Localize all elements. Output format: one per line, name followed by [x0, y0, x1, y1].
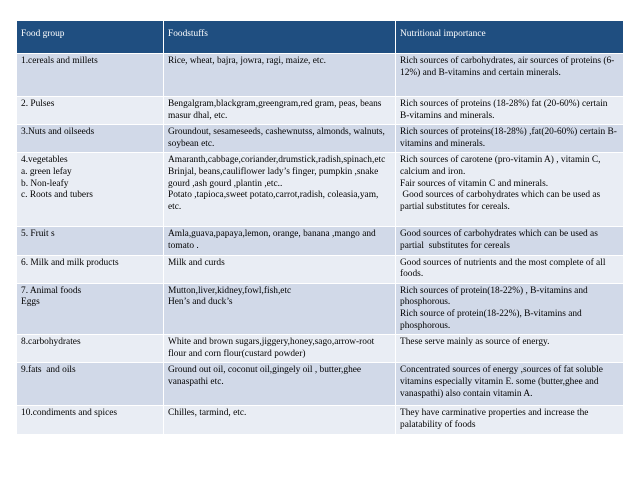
- cell-text: Ground out oil, coconut oil,gingely oil , butter,ghee vanaspathi etc.: [168, 365, 364, 387]
- food-groups-table-container: [16, 20, 623, 435]
- cell-text: Rich sources of proteins (18-28%) fat (20-60%) certain B-vitamins and minerals.: [400, 99, 610, 121]
- cell-text: Rich source of protein(18-22%), B-vitamins and phosphorous.: [400, 308, 585, 331]
- cell-text: 7. Animal foods: [21, 285, 82, 296]
- table-row: [17, 335, 624, 363]
- table-row: [17, 125, 624, 153]
- cell-nutritional-importance: [396, 406, 624, 434]
- cell-text: Potato ,tapioca,sweet potato,carrot,radish, coleasia,yam, etc.: [168, 190, 381, 212]
- header-food-group: Food group: [17, 21, 164, 54]
- cell-text: Concentrated sources of energy ,sources of fat soluble vitamins especially vitamin E. some (butter,ghee and vanaspathi) also contain vitamin A.: [400, 365, 606, 399]
- cell-text: Fair sources of vitamin C and minerals.: [400, 178, 549, 189]
- cell-text: Amaranth,cabbage,coriander,drumstick,radish,spinach,etc: [168, 155, 386, 166]
- table-body: [17, 54, 624, 435]
- cell-text: 10.condiments and spices: [21, 408, 118, 419]
- table-row: [17, 363, 624, 406]
- cell-text: Rich sources of carotene (pro-vitamin A) , vitamin C, calcium and iron.: [400, 155, 603, 177]
- cell-food-group: [17, 153, 164, 227]
- table-row: [17, 54, 624, 97]
- cell-nutritional-importance: [396, 97, 624, 125]
- cell-food-group: [17, 97, 164, 125]
- cell-text: Bengalgram,blackgram,greengram,red gram, peas, beans masur dhal, etc.: [168, 99, 384, 121]
- header-nutritional-importance: Nutritional importance: [396, 21, 624, 54]
- cell-text: c. Roots and tubers: [21, 190, 93, 201]
- cell-nutritional-importance: [396, 255, 624, 283]
- cell-foodstuffs: [164, 125, 396, 153]
- cell-text: Mutton,liver,kidney,fowl,fish,etc: [168, 285, 292, 296]
- cell-text: Rich sources of proteins(18-28%) ,fat(20-60%) certain B-vitamins and minerals.: [400, 127, 617, 149]
- cell-nutritional-importance: [396, 153, 624, 227]
- cell-text: Good sources of carbohydrates which can be used as partial substitutes for cereals: [400, 229, 601, 251]
- cell-nutritional-importance: [396, 363, 624, 406]
- cell-foodstuffs: [164, 406, 396, 434]
- cell-text: Milk and curds: [168, 257, 225, 268]
- cell-food-group: [17, 335, 164, 363]
- cell-text: 3.Nuts and oilseeds: [21, 127, 95, 138]
- cell-food-group: [17, 227, 164, 255]
- cell-text: Rich sources of carbohydrates, air sources of proteins (6-12%) and B-vitamins and certain minerals.: [400, 56, 615, 78]
- cell-foodstuffs: [164, 255, 396, 283]
- table-header: [17, 21, 624, 54]
- cell-text: a. green lefay: [21, 166, 72, 177]
- cell-foodstuffs: [164, 153, 396, 227]
- cell-text: 4.vegetables: [21, 155, 68, 166]
- cell-foodstuffs: [164, 54, 396, 97]
- cell-text: Good sources of carbohydrates which can be used as partial substitutes for cereals.: [400, 190, 603, 212]
- cell-foodstuffs: [164, 363, 396, 406]
- cell-nutritional-importance: [396, 335, 624, 363]
- cell-text: Groundout, sesameseeds, cashewnutss, almonds, walnuts, soybean etc.: [168, 127, 388, 149]
- cell-text: 8.carbohydrates: [21, 337, 81, 348]
- table-row: [17, 153, 624, 227]
- cell-text: 6. Milk and milk products: [21, 257, 119, 268]
- cell-text: Brinjal, beans,cauliflower lady’s finger, pumpkin ,snake gourd ,ash gourd ,plantin ,etc..: [168, 166, 381, 189]
- table-row: [17, 97, 624, 125]
- cell-foodstuffs: [164, 335, 396, 363]
- cell-text: Rice, wheat, bajra, jowra, ragi, maize, etc.: [168, 56, 326, 66]
- cell-text: 9.fats and oils: [21, 365, 76, 376]
- table-row: [17, 227, 624, 255]
- cell-food-group: [17, 255, 164, 283]
- cell-text: Good sources of nutrients and the most complete of all foods.: [400, 257, 608, 280]
- cell-food-group: [17, 283, 164, 334]
- cell-nutritional-importance: [396, 54, 624, 97]
- cell-text: b. Non-leafy: [21, 178, 69, 189]
- table-row: [17, 255, 624, 283]
- cell-food-group: [17, 125, 164, 153]
- header-foodstuffs: Foodstuffs: [164, 21, 396, 54]
- cell-food-group: [17, 363, 164, 406]
- cell-text: 5. Fruit s: [21, 229, 55, 240]
- table-row: [17, 406, 624, 434]
- cell-text: 1.cereals and millets: [21, 56, 98, 66]
- header-row: [17, 21, 624, 54]
- cell-food-group: [17, 54, 164, 97]
- cell-text: These serve mainly as source of energy.: [400, 337, 550, 348]
- cell-text: Rich sources of protein(18-22%) , B-vitamins and phosphorous.: [400, 285, 591, 308]
- food-groups-table: [16, 20, 624, 435]
- cell-nutritional-importance: [396, 283, 624, 334]
- cell-nutritional-importance: [396, 227, 624, 255]
- cell-foodstuffs: [164, 283, 396, 334]
- cell-text: Hen’s and duck’s: [168, 297, 233, 308]
- cell-text: 2. Pulses: [21, 99, 55, 109]
- cell-text: Amla,guava,papaya,lemon, orange, banana ,mango and tomato .: [168, 229, 379, 251]
- cell-foodstuffs: [164, 97, 396, 125]
- cell-text: White and brown sugars,jiggery,honey,sago,arrow-root flour and corn flour(custard powder): [168, 337, 377, 359]
- cell-text: Chilles, tarmind, etc.: [168, 408, 247, 419]
- cell-text: Eggs: [21, 297, 40, 308]
- cell-text: They have carminative properties and increase the palatability of foods: [400, 408, 591, 430]
- cell-foodstuffs: [164, 227, 396, 255]
- cell-nutritional-importance: [396, 125, 624, 153]
- table-row: [17, 283, 624, 334]
- cell-food-group: [17, 406, 164, 434]
